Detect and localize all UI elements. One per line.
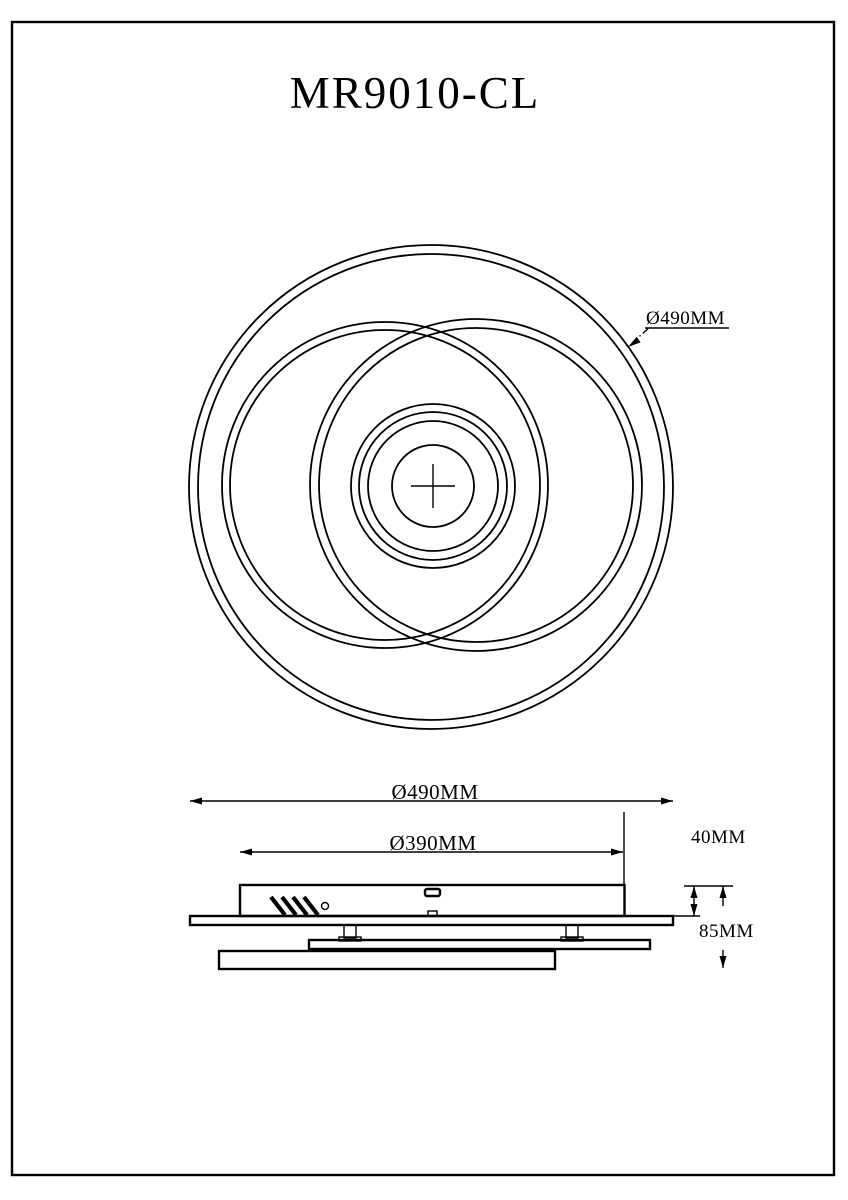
dim-390-arrow-left (240, 849, 252, 856)
top-view-diameter-label: Ø490MM (646, 308, 726, 329)
dim-total-height (699, 886, 754, 968)
callout-leader-line (632, 327, 650, 343)
dim-390-arrow-right (611, 849, 623, 856)
bottom-ring-plate (219, 951, 555, 969)
dim-490-arrow-right (661, 798, 673, 805)
page-border (12, 22, 834, 1175)
vent-hatch-marks (271, 897, 329, 915)
left-ring-outer-edge (222, 322, 548, 648)
model-title: MR9010-CL (289, 68, 541, 118)
top-view-diameter-callout (628, 308, 729, 347)
right-standoff (561, 925, 583, 941)
dim-body-height (684, 827, 746, 916)
dim-390-label: Ø390MM (389, 831, 477, 855)
right-ring-inner-edge (319, 328, 633, 642)
left-ring-inner-edge (230, 330, 540, 640)
outer-ring-outer-edge (189, 245, 673, 729)
center-cross-mark (411, 464, 455, 508)
dim-40-label: 40MM (691, 827, 746, 848)
left-standoff (339, 925, 361, 941)
screw-hole (322, 903, 329, 910)
dim-490-label: Ø490MM (391, 780, 479, 804)
dim-490-arrow-left (190, 798, 202, 805)
ceiling-plate (190, 916, 673, 925)
dim-85-arrow-up (720, 886, 727, 898)
connector-slot (425, 889, 440, 896)
side-view (190, 780, 754, 969)
dim-85-arrow-down (720, 956, 727, 968)
outer-ring-inner-edge (198, 254, 664, 720)
dim-85-label: 85MM (699, 921, 754, 942)
top-view (189, 245, 729, 729)
dim-40-arrow-down (691, 904, 698, 916)
dim-40-arrow-up (691, 886, 698, 898)
dim-inner-diameter (240, 812, 624, 884)
dim-outer-diameter (190, 780, 673, 805)
